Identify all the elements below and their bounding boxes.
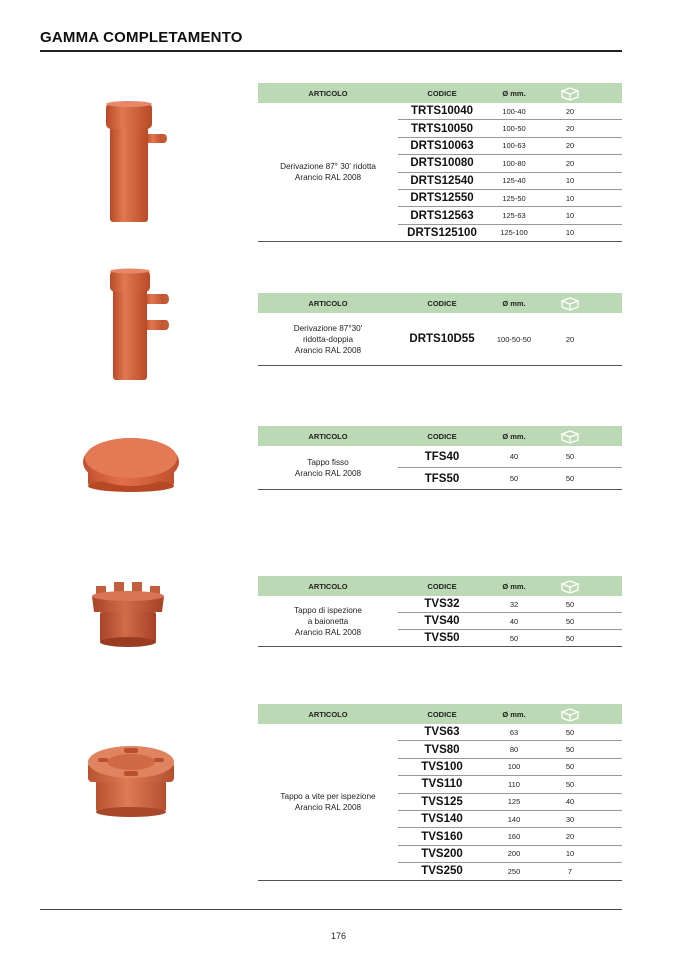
description-line: Arancio RAL 2008	[294, 802, 362, 812]
table-row	[398, 846, 622, 863]
header-articolo: ARTICOLO	[308, 298, 348, 308]
diameter-value: 100-80	[502, 158, 526, 168]
pack-quantity: 10	[565, 176, 575, 186]
diameter-value: 40	[509, 452, 519, 461]
diameter-value: 125-40	[502, 176, 526, 186]
header-diametro: Ø mm.	[502, 431, 526, 441]
pack-quantity: 10	[565, 228, 575, 238]
table-row	[398, 863, 622, 879]
pack-quantity: 50	[565, 779, 575, 789]
table-header	[258, 293, 622, 313]
pack-quantity: 20	[565, 124, 575, 134]
pack-quantity: 20	[565, 106, 575, 116]
header-articolo: ARTICOLO	[308, 88, 348, 98]
diameter-value: 100-50-50	[496, 334, 532, 344]
product-code: TVS110	[421, 778, 463, 791]
article-description	[258, 724, 398, 880]
product-code: DRTS125100	[407, 226, 477, 239]
table-row	[398, 724, 622, 741]
derivazione-product-image	[100, 100, 176, 228]
pack-quantity: 20	[565, 158, 575, 168]
box-icon	[542, 429, 598, 444]
table-row	[398, 155, 622, 172]
diameter-value: 140	[507, 814, 521, 824]
description-line: Arancio RAL 2008	[294, 173, 362, 183]
box-icon	[542, 579, 598, 594]
diameter-value: 125	[507, 797, 521, 807]
table-header	[258, 704, 622, 724]
product-code: TVS50	[424, 632, 460, 644]
article-description	[258, 103, 398, 241]
header-diametro: Ø mm.	[502, 581, 526, 591]
title-divider	[40, 50, 622, 52]
diameter-value: 50	[509, 633, 519, 643]
diameter-value: 63	[509, 727, 519, 737]
description-line: Arancio RAL 2008	[294, 345, 362, 355]
product-code: TVS125	[421, 795, 463, 808]
header-articolo: ARTICOLO	[308, 581, 348, 591]
pack-quantity: 50	[565, 762, 575, 772]
product-code: TVS32	[424, 598, 460, 610]
page-number: 176	[330, 931, 347, 941]
table-row	[398, 759, 622, 776]
product-code: TVS80	[424, 743, 460, 756]
tappo-baionetta-product-image	[88, 578, 168, 648]
diameter-value: 125-50	[502, 193, 526, 203]
table-row	[398, 741, 622, 758]
article-description	[258, 596, 398, 646]
table-row	[398, 828, 622, 845]
table-row	[398, 190, 622, 207]
product-code: DRTS12540	[410, 174, 474, 187]
page-title: GAMMA COMPLETAMENTO	[40, 29, 243, 46]
diameter-value: 250	[507, 866, 521, 876]
diameter-value: 160	[507, 832, 521, 842]
description-line: Derivazione 87° 30' ridotta	[280, 162, 376, 172]
table-row	[398, 138, 622, 155]
diameter-value: 80	[509, 745, 519, 755]
table-body	[258, 596, 622, 647]
product-code: DRTS10063	[410, 139, 474, 152]
derivazione-doppia-product-image	[100, 268, 176, 382]
product-code: TRTS10050	[410, 122, 473, 135]
table-row	[398, 811, 622, 828]
pack-quantity: 10	[565, 849, 575, 859]
pack-quantity: 20	[565, 141, 575, 151]
table-body	[258, 724, 622, 881]
pack-quantity: 50	[565, 599, 575, 609]
product-code: TRTS10040	[410, 105, 473, 118]
table-body	[258, 313, 622, 366]
description-line: Tappo a vite per ispezione	[280, 791, 376, 801]
table-row	[398, 103, 622, 120]
header-diametro: Ø mm.	[502, 88, 526, 98]
header-articolo: ARTICOLO	[308, 431, 348, 441]
pack-quantity: 50	[565, 727, 575, 737]
table-row	[398, 596, 622, 613]
pack-quantity: 30	[565, 814, 575, 824]
product-table-section	[258, 426, 622, 490]
product-table-section	[258, 293, 622, 366]
product-code: DRTS10D55	[409, 333, 475, 345]
product-code: TVS140	[421, 813, 463, 826]
product-table-section	[258, 576, 622, 647]
table-row	[398, 468, 622, 489]
diameter-value: 50	[509, 474, 519, 483]
pack-quantity: 7	[567, 866, 573, 876]
pack-quantity: 50	[565, 633, 575, 643]
pack-quantity: 40	[565, 797, 575, 807]
pack-quantity: 20	[565, 832, 575, 842]
diameter-value: 100-63	[502, 141, 526, 151]
pack-quantity: 20	[565, 334, 575, 344]
table-row	[398, 313, 622, 365]
pack-quantity: 50	[565, 745, 575, 755]
diameter-value: 100	[507, 762, 521, 772]
header-codice: CODICE	[427, 709, 457, 719]
header-articolo: ARTICOLO	[308, 709, 348, 719]
table-body	[258, 446, 622, 490]
description-line: Arancio RAL 2008	[294, 627, 362, 637]
description-line: Derivazione 87°30'	[293, 323, 363, 333]
product-code: TVS160	[421, 830, 463, 843]
pack-quantity: 10	[565, 211, 575, 221]
description-line: Arancio RAL 2008	[294, 468, 362, 478]
product-code: TFS50	[424, 472, 460, 485]
article-description	[258, 446, 398, 489]
tappo-fisso-product-image	[82, 432, 180, 496]
table-row	[398, 225, 622, 241]
diameter-value: 125-100	[500, 228, 528, 238]
box-icon	[542, 707, 598, 722]
header-codice: CODICE	[427, 88, 457, 98]
header-codice: CODICE	[427, 431, 457, 441]
pack-quantity: 50	[565, 452, 575, 461]
box-icon	[542, 296, 598, 311]
product-code: TVS200	[421, 847, 463, 860]
product-table-section	[258, 704, 622, 881]
table-row	[398, 120, 622, 137]
pack-quantity: 10	[565, 193, 575, 203]
table-row	[398, 207, 622, 224]
table-row	[398, 776, 622, 793]
pack-quantity: 50	[565, 616, 575, 626]
table-header	[258, 83, 622, 103]
footer-divider	[40, 909, 622, 910]
tappo-vite-product-image	[84, 742, 178, 818]
product-code: DRTS12550	[410, 192, 474, 205]
product-table-section	[258, 83, 622, 242]
diameter-value: 200	[507, 849, 521, 859]
diameter-value: 100-50	[502, 124, 526, 134]
header-codice: CODICE	[427, 581, 457, 591]
diameter-value: 32	[509, 599, 519, 609]
article-description	[258, 313, 398, 365]
table-row	[398, 446, 622, 468]
pack-quantity: 50	[565, 474, 575, 483]
header-diametro: Ø mm.	[502, 298, 526, 308]
table-row	[398, 173, 622, 190]
diameter-value: 100-40	[502, 106, 526, 116]
table-row	[398, 794, 622, 811]
table-row	[398, 613, 622, 630]
product-code: TVS250	[421, 865, 463, 878]
box-icon	[542, 86, 598, 101]
table-header	[258, 426, 622, 446]
table-body	[258, 103, 622, 242]
product-code: TFS40	[424, 450, 460, 463]
product-code: TVS40	[424, 615, 460, 627]
header-codice: CODICE	[427, 298, 457, 308]
description-line: Tappo fisso	[307, 457, 349, 467]
product-code: TVS100	[421, 760, 463, 773]
product-code: TVS63	[424, 726, 460, 739]
diameter-value: 125-63	[502, 211, 526, 221]
diameter-value: 40	[509, 616, 519, 626]
table-header	[258, 576, 622, 596]
product-code: DRTS12563	[410, 209, 474, 222]
product-code: DRTS10080	[410, 157, 474, 170]
description-line: a baionetta	[307, 616, 349, 626]
description-line: ridotta-doppia	[302, 334, 354, 344]
description-line: Tappo di ispezione	[294, 605, 362, 615]
table-row	[398, 630, 622, 646]
header-diametro: Ø mm.	[502, 709, 526, 719]
diameter-value: 110	[508, 779, 520, 789]
